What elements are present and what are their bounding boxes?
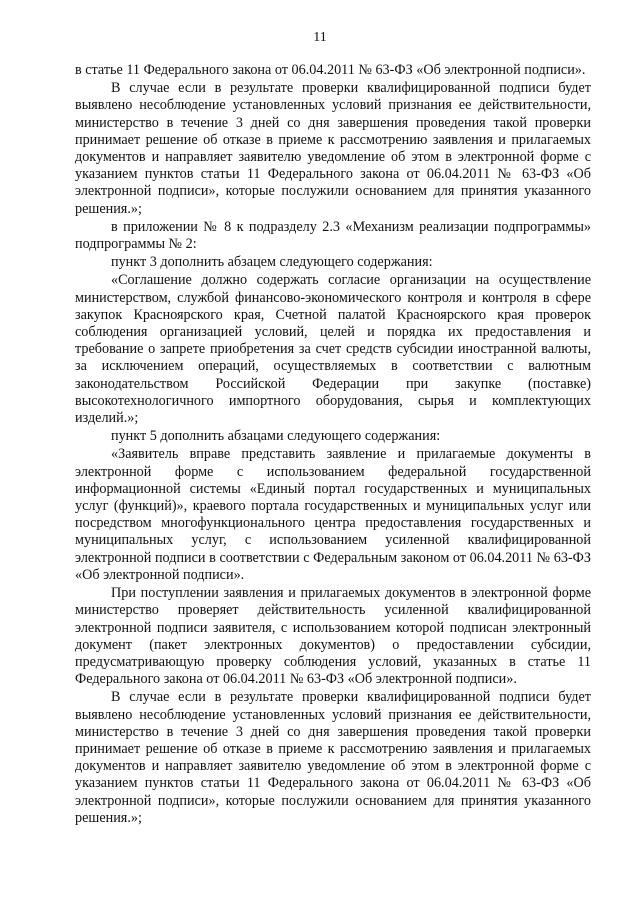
page-number: 11 [313, 30, 327, 45]
paragraph: в статье 11 Федерального закона от 06.04.2011 № 63-ФЗ «Об электронной подписи». [75, 62, 586, 78]
paragraph: пункт 5 дополнить абзацами следующего содержания: [111, 428, 441, 445]
paragraph: В случае если в результате проверки квалифицированной подписи будет выявлено несоблюдение установленных условий признания ее действительности, министерство в течение 3 дней со дня завершения проведения такой проверки принимает решение об отказе в приеме к рассмотрению заявления и прилагаемых документов и направляет заявителю уведомление об этом в электронной форме с указанием пунктов статьи 11 Федерального закона от 06.04.2011 № 63-ФЗ «Об электронной подписи», которые послужили основанием для принятия указанного решения.»; [75, 689, 591, 826]
paragraph: пункт 3 дополнить абзацем следующего содержания: [111, 254, 433, 271]
paragraph: При поступлении заявления и прилагаемых документов в электронной форме министерство проверяет действительность усиленной квалифицированной электронной подписи заявителя, с использованием которой подписан электронный документ (пакет электронных документов) о предоставлении субсидии, предусматривающую проверку соблюдения условий, указанных в статье 11 Федерального закона от 06.04.2011 № 63-ФЗ «Об электронной подписи». [75, 585, 591, 688]
paragraph: «Соглашение должно содержать согласие организации на осуществление министерством, службой финансово-экономического контроля и контроля в сфере закупок Красноярского края, Счетной палатой Красноярского края проверок соблюдения организацией условий, целей и порядка их предоставления и требование о запрете приобретения за счет средств субсидии иностранной валюты, за исключением операций, осуществляемых в соответствии с валютным законодательством Российской Федерации при закупке (поставке) высокотехнологичного импортного оборудования, сырья и комплектующих изделий.»; [75, 272, 591, 427]
paragraph: в приложении № 8 к подразделу 2.3 «Механизм реализации подпрограммы» подпрограммы № 2: [75, 218, 591, 253]
document-body [75, 62, 591, 827]
paragraph: «Заявитель вправе представить заявление и прилагаемые документы в электронной форме с использованием федеральной государственной информационной системы «Единый портал государственных и муниципальных услуг (функций)», краевого портала государственных и муниципальных услуг или посредством многофункционального центра предоставления государственных и муниципальных услуг, с использованием усиленной квалифицированной электронной подписи в соответствии с Федеральным законом от 06.04.2011 № 63-ФЗ «Об электронной подписи». [75, 446, 591, 583]
paragraph: В случае если в результате проверки квалифицированной подписи будет выявлено несоблюдение установленных условий признания ее действительности, министерство в течение 3 дней со дня завершения проведения такой проверки принимает решение об отказе в приеме к рассмотрению заявления и прилагаемых документов и направляет заявителю уведомление об этом в электронной форме с указанием пунктов статьи 11 Федерального закона от 06.04.2011 № 63-ФЗ «Об электронной подписи», которые послужили основанием для принятия указанного решения.»; [75, 80, 591, 217]
